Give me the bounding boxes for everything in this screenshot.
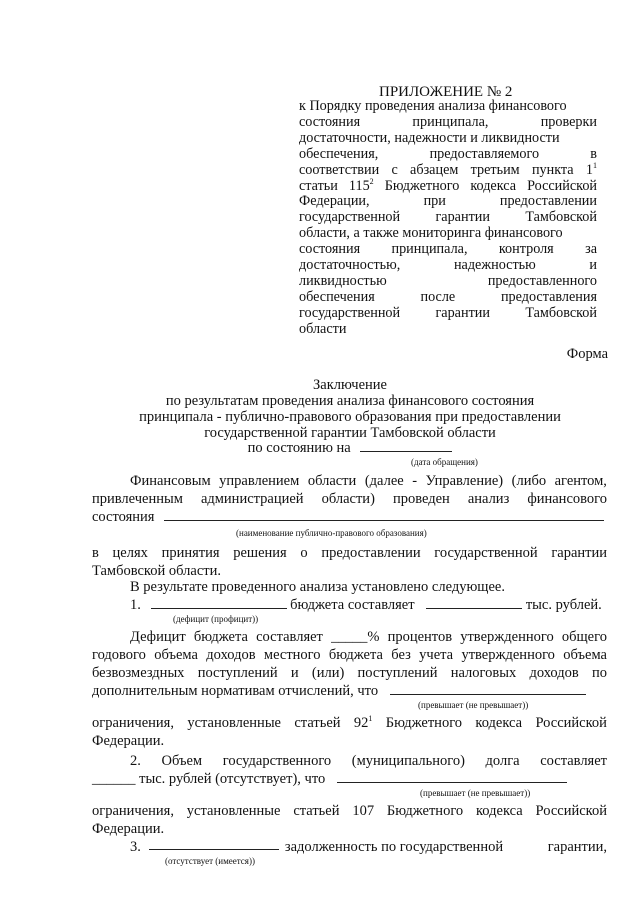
- deficit-line2: годового объема доходов местного бюджета без учета утвержденного объема: [92, 647, 607, 663]
- entity-blank: [164, 509, 604, 521]
- p1-line2: привлеченным администрацией области) проведен анализ финансового: [92, 491, 607, 507]
- exceeds2-blank: [337, 771, 567, 783]
- appendix-line: ликвидностью предоставленного: [299, 272, 597, 289]
- item1-line: 1. бюджета составляет тыс. рублей.: [130, 597, 602, 613]
- p1-line1: Финансовым управлением области (далее - Управление) (либо агентом,: [130, 473, 607, 489]
- appendix-line: области, а также мониторинга финансового: [299, 225, 563, 242]
- deficit-line1: Дефицит бюджета составляет _____% процентов утвержденного общего: [130, 629, 607, 645]
- appendix-line: обеспечения, предоставляемого в: [299, 145, 597, 162]
- amount-blank: [426, 597, 522, 609]
- item2-line2: ______ тыс. рублей (отсутствует), что: [92, 770, 607, 788]
- appendix-line: государственной гарантии Тамбовской: [299, 304, 597, 321]
- appendix-line: Федерации, при предоставлении: [299, 193, 597, 210]
- date-caption: (дата обращения): [411, 457, 478, 467]
- deficit-line5: ограничения, установленные статьей $92^1$ Бюджетного кодекса Российской: [92, 714, 607, 731]
- exceeds2-caption: (превышает (не превышает)): [420, 788, 531, 798]
- appendix-text: [299, 99, 597, 338]
- as-of-label: по состоянию на: [247, 440, 351, 456]
- deficit-line4: дополнительным нормативам отчислений, что: [92, 682, 607, 700]
- deficit-line3: безвозмездных поступлений и (или) поступлений налоговых доходов по: [92, 665, 607, 681]
- p1-line3: [92, 508, 607, 526]
- doc-subtitle-line3: государственной гарантии Тамбовской области: [204, 425, 496, 441]
- absent-caption: (отсутствует (имеется)): [165, 856, 255, 866]
- appendix-line: состояния принципала, проверки: [299, 113, 597, 130]
- item2-line3: ограничения, установленные статьей 107 Бюджетного кодекса Российской: [92, 803, 607, 819]
- exceeds-blank: [390, 683, 586, 695]
- appendix-line: статьи $115^2$ Бюджетного кодекса Российской: [299, 176, 597, 194]
- appendix-line: к Порядку проведения анализа финансового: [299, 98, 567, 114]
- deficit-blank: [151, 597, 287, 609]
- doc-subtitle-line1: по результатам проведения анализа финансового состояния: [165, 393, 535, 409]
- form-label: Форма: [566, 346, 608, 362]
- entity-caption: (наименование публично-правового образования): [236, 528, 427, 538]
- item2-line4: Федерации.: [92, 821, 165, 837]
- date-blank: [360, 440, 452, 452]
- deficit-line6: Федерации.: [92, 733, 165, 749]
- doc-subtitle-line2: принципала - публично-правового образования при предоставлении: [139, 409, 561, 425]
- as-of-date-line: [60, 440, 640, 456]
- appendix-line: соответствии с абзацем третьим пункта $1^1$: [299, 160, 597, 178]
- p2: В результате проведенного анализа установлено следующее.: [130, 579, 505, 595]
- doc-title: Заключение: [313, 377, 387, 393]
- state-label: состояния: [92, 509, 155, 525]
- deficit-caption: (дефицит (профицит)): [173, 614, 259, 624]
- appendix-line: достаточностью, надежностью и: [299, 257, 597, 274]
- absent-blank: [149, 838, 279, 850]
- item2-line1: 2. Объем государственного (муниципального) долга составляет: [130, 753, 607, 769]
- item3-line: 3. задолженность по государственной гарантии,: [130, 839, 607, 855]
- exceeds-caption: (превышает (не превышает)): [418, 700, 529, 710]
- appendix-line: обеспечения после предоставления: [299, 288, 597, 305]
- p1-line4: в целях принятия решения о предоставлении государственной гарантии: [92, 545, 607, 561]
- appendix-title: ПРИЛОЖЕНИЕ № 2: [379, 84, 513, 100]
- appendix-line: области: [299, 320, 347, 337]
- appendix-line: государственной гарантии Тамбовской: [299, 209, 597, 226]
- appendix-line: достаточности, надежности и ликвидности: [299, 129, 560, 146]
- p1-line5: Тамбовской области.: [92, 563, 221, 579]
- appendix-line: состояния принципала, контроля за: [299, 241, 597, 258]
